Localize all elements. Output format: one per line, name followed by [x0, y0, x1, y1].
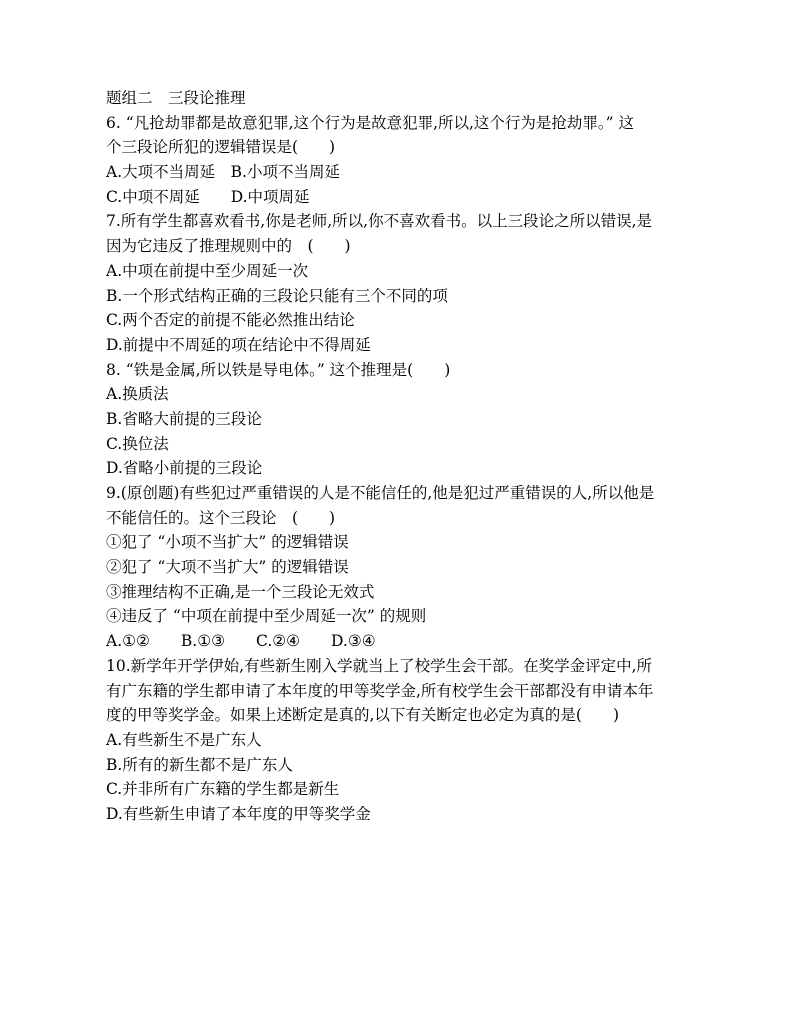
q7-option-b: B.一个形式结构正确的三段论只能有三个不同的项: [106, 286, 448, 305]
q10-option-d: D.有些新生申请了本年度的甲等奖学金: [106, 804, 371, 823]
q8-option-d: D.省略小前提的三段论: [106, 459, 263, 478]
q7-option-d: D.前提中不周延的项在结论中不得周延: [106, 335, 371, 354]
q9-item-4: ④违反了 “中项在前提中至少周延一次” 的规则: [106, 607, 427, 626]
question-7: [106, 209, 696, 357]
question-group: [106, 86, 696, 827]
q9-item-1: ①犯了 “小项不当扩大” 的逻辑错误: [106, 533, 349, 552]
q9-item-2: ②犯了 “大项不当扩大” 的逻辑错误: [106, 558, 349, 577]
q8-option-c: C.换位法: [106, 434, 169, 453]
q10-stem-line-3: 度的甲等奖学金。如果上述断定是真的,以下有关断定也必定为真的是( ): [106, 706, 620, 725]
q6-stem-line-1: 6. “凡抢劫罪都是故意犯罪,这个行为是故意犯罪,所以,这个行为是抢劫罪。” 这: [106, 113, 635, 132]
question-6: [106, 111, 696, 210]
q7-option-a: A.中项在前提中至少周延一次: [106, 261, 309, 280]
q8-stem-line-1: 8. “铁是金属,所以铁是导电体。” 这个推理是( ): [106, 360, 451, 379]
q6-options-line-2: C.中项不周延 D.中项周延: [106, 187, 310, 206]
q10-option-b: B.所有的新生都不是广东人: [106, 755, 293, 774]
q7-stem-line-2: 因为它违反了推理规则中的 ( ): [106, 237, 351, 256]
q9-item-3: ③推理结构不正确,是一个三段论无效式: [106, 582, 375, 601]
q6-options-line-1: A.大项不当周延 B.小项不当周延: [106, 163, 340, 182]
q8-option-b: B.省略大前提的三段论: [106, 409, 262, 428]
q9-options-line: A.①② B.①③ C.②④ D.③④: [106, 632, 376, 651]
q10-option-c: C.并非所有广东籍的学生都是新生: [106, 780, 340, 799]
q7-option-c: C.两个否定的前提不能必然推出结论: [106, 311, 355, 330]
question-9: [106, 481, 696, 654]
q6-stem-line-2: 个三段论所犯的逻辑错误是( ): [106, 138, 336, 157]
q9-stem-line-1: 9.(原创题)有些犯过严重错误的人是不能信任的,他是犯过严重错误的人,所以他是: [106, 484, 655, 502]
question-8: [106, 358, 696, 481]
q7-stem-line-1: 7.所有学生都喜欢看书,你是老师,所以,你不喜欢看书。以上三段论之所以错误,是: [106, 212, 652, 231]
q10-stem-line-2: 有广东籍的学生都申请了本年度的甲等奖学金,所有校学生会干部都没有申请本年: [106, 681, 654, 700]
q9-stem-line-2: 不能信任的。这个三段论 ( ): [106, 508, 336, 527]
section-title: 题组二 三段论推理: [106, 89, 246, 107]
q8-option-a: A.换质法: [106, 385, 169, 404]
q10-stem-line-1: 10.新学年开学伊始,有些新生刚入学就当上了校学生会干部。在奖学金评定中,所: [106, 656, 653, 675]
q10-option-a: A.有些新生不是广东人: [106, 730, 262, 749]
question-10: [106, 654, 696, 827]
